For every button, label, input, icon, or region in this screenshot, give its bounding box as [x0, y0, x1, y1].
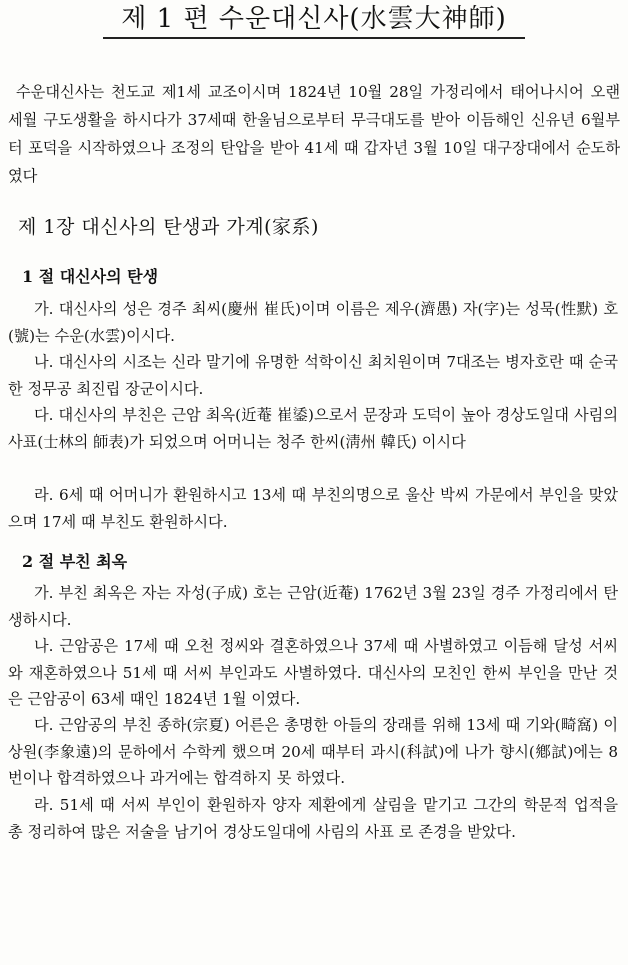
section-title-birth: 1 절 대신사의 탄생	[22, 267, 159, 286]
section2-paragraph-na: 나. 근암공은 17세 때 오천 정씨와 결혼하였으나 37세 때 사별하였고 이듬해 달성 서씨와 재혼하였으나 51세 때 서씨 부인과도 사별하였다. 대신사의 모친인 한씨 부인을 만난 것은 근암공이 63세 때인 1824년 1월 이였다.	[8, 637, 618, 708]
part-title	[0, 2, 628, 39]
section1-paragraph-ga: 가. 대신사의 성은 경주 최씨(慶州 崔氏)이며 이름은 제우(濟愚) 자(字)는 성묵(性默) 호(號)는 수운(水雲)이시다.	[8, 300, 618, 345]
intro-paragraph: 수운대신사는 천도교 제1세 교조이시며 1824년 10월 28일 가정리에서 태어나시어 오랜 세월 구도생활을 하시다가 37세때 한울님으로부터 무극대도를 받아 이듬해인 신유년 6월부터 포덕을 시작하였으나 조정의 탄압을 받아 41세 때 갑자년 3월 10일 대구장대에서 순도하였다	[8, 83, 620, 185]
section1-paragraph-na: 나. 대신사의 시조는 신라 말기에 유명한 석학이신 최치원이며 7대조는 병자호란 때 순국한 정무공 최진립 장군이시다.	[8, 353, 618, 398]
section2-paragraph-da: 다. 근암공의 부친 종하(宗夏) 어른은 총명한 아들의 장래를 위해 13세 때 기와(畸窩) 이상원(李象遠)의 문하에서 수학케 했으며 20세 때부터 과시(科試)에 나가 향시(鄕試)에는 8번이나 합격하였으나 과거에는 합격하지 못 하였다.	[8, 716, 618, 787]
section2-paragraph-ra: 라. 51세 때 서씨 부인이 환원하자 양자 제환에게 살림을 맡기고 그간의 학문적 업적을 총 정리하여 많은 저술을 남기어 경상도일대에 사림의 사표 로 존경을 받았다.	[8, 796, 618, 841]
section1-paragraph-ra: 라. 6세 때 어머니가 환원하시고 13세 때 부친의명으로 울산 박씨 가문에서 부인을 맞았으며 17세 때 부친도 환원하시다.	[8, 486, 618, 531]
section1-paragraph-da: 다. 대신사의 부친은 근암 최옥(近菴 崔鋈)으로서 문장과 도덕이 높아 경상도일대 사림의 사표(士林의 師表)가 되었으며 어머니는 청주 한씨(淸州 韓氏) 이시다	[8, 406, 618, 451]
chapter-title: 제 1장 대신사의 탄생과 가계(家系)	[18, 216, 319, 238]
section2-paragraph-ga: 가. 부친 최옥은 자는 자성(子成) 호는 근암(近菴) 1762년 3월 23일 경주 가정리에서 탄생하시다.	[8, 584, 618, 629]
section-title-father: 2 절 부친 최옥	[22, 552, 128, 571]
part-title-text: 제 1 편 수운대신사(水雲大神師)	[103, 2, 524, 39]
